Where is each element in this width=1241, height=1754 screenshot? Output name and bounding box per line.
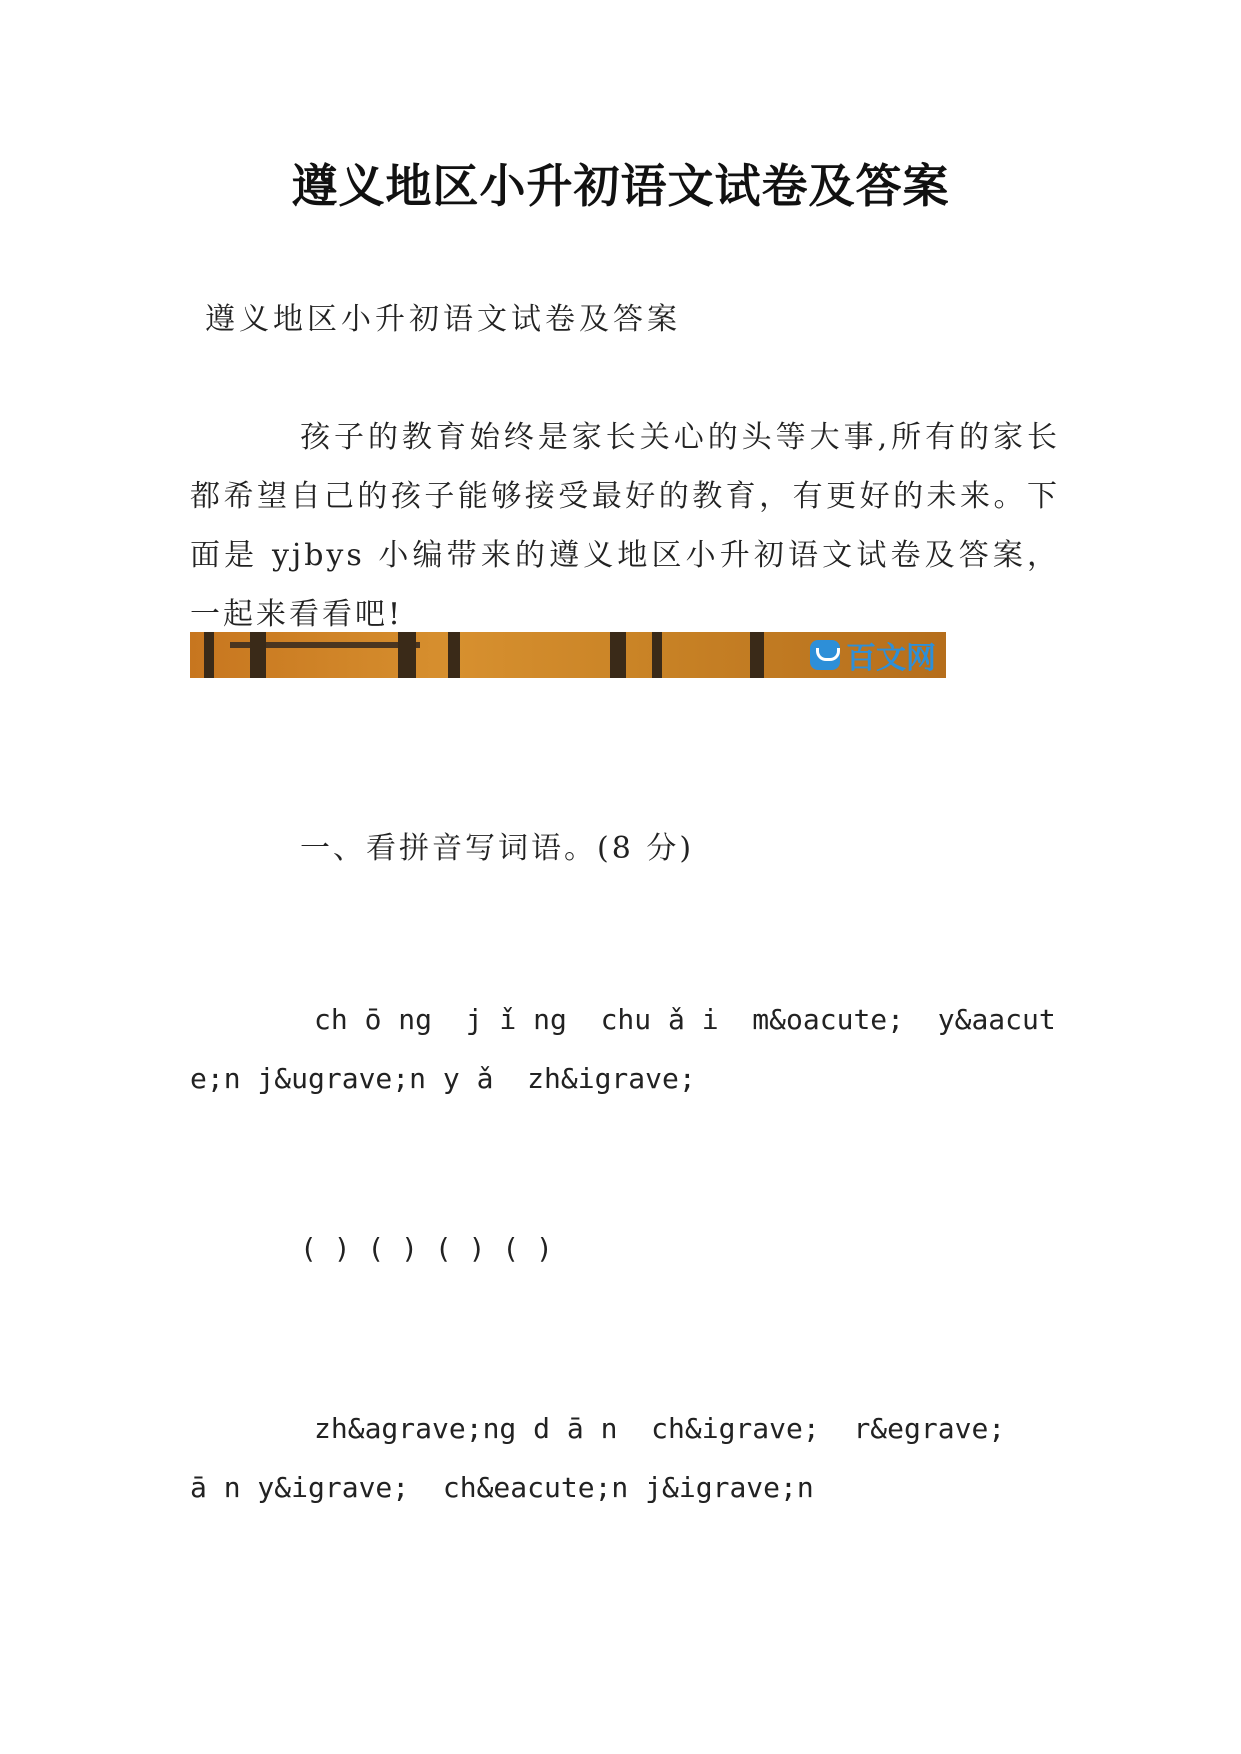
document-subtitle: 遵义地区小升初语文试卷及答案 xyxy=(205,302,681,337)
desk-leg xyxy=(652,632,662,678)
intro-paragraph: 孩子的教育始终是家长关心的头等大事,所有的家长都希望自己的孩子能够接受最好的教育，有更好的未来。下面是 yjbys 小编带来的遵义地区小升初语文试卷及答案，一起来看看吧! xyxy=(190,420,1060,632)
answer-brackets: ( ) ( ) ( ) ( ) xyxy=(300,1232,553,1265)
banner-image xyxy=(190,632,946,678)
pinyin-line: ch ō ng j ǐ ng chu ǎ i m&oacute; y&aacute;n j&ugrave;n y ǎ zh&igrave; xyxy=(190,1003,1056,1095)
desk-leg xyxy=(204,632,214,678)
desk-leg xyxy=(250,632,266,678)
document-title: 遵义地区小升初语文试卷及答案 xyxy=(291,159,950,213)
desk-leg xyxy=(750,632,764,678)
desk-leg xyxy=(610,632,626,678)
section-heading: 一、看拼音写词语。(8 分) xyxy=(300,831,695,866)
pinyin-line: zh&agrave;ng d ā n ch&igrave; r&egrave; ā n y&igrave; ch&eacute;n j&igrave;n xyxy=(190,1412,1056,1504)
desk-leg xyxy=(448,632,460,678)
desk-leg xyxy=(398,632,416,678)
logo-text: 百文网 xyxy=(846,641,936,676)
logo-icon xyxy=(810,640,840,670)
watermark-logo xyxy=(810,632,936,678)
